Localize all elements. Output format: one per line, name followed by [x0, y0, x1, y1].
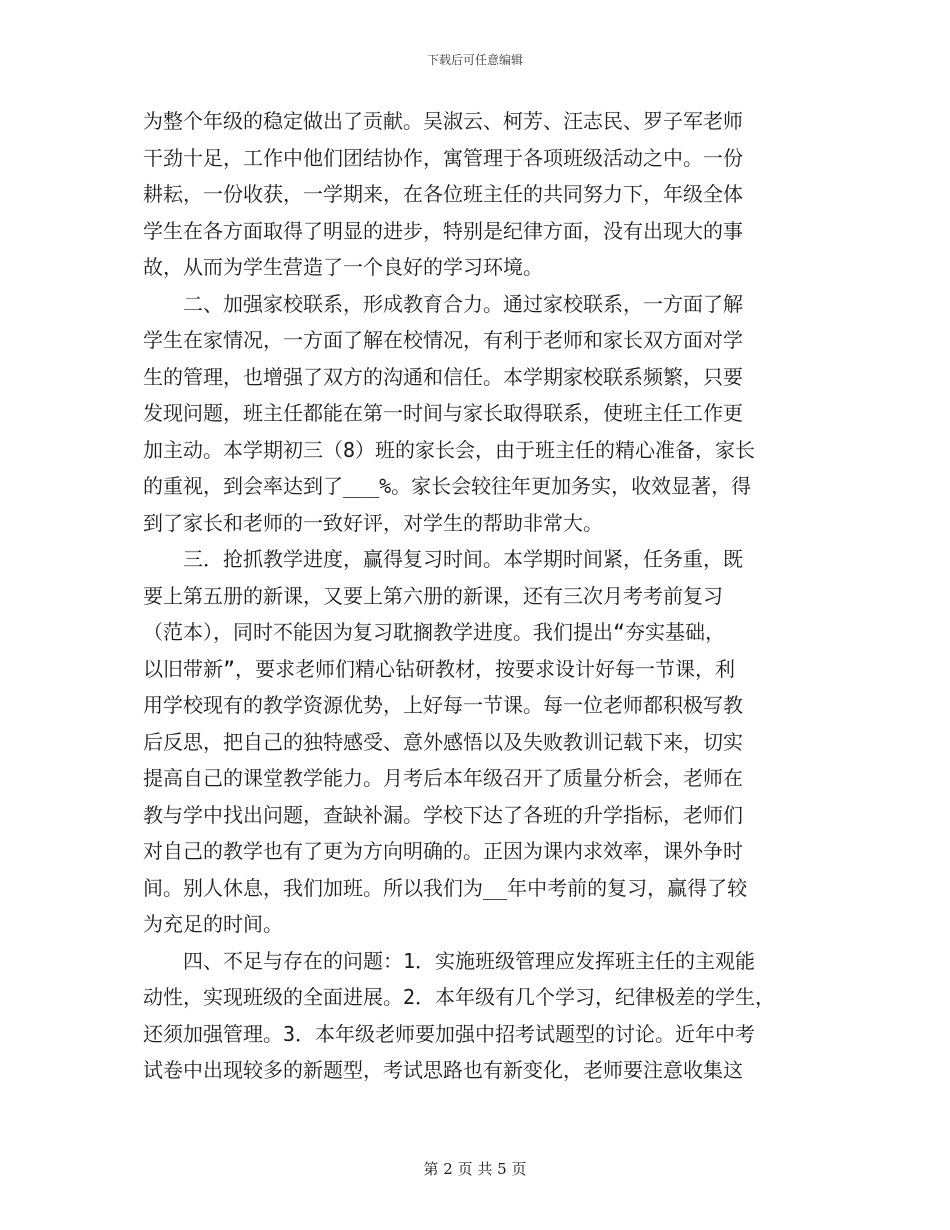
text-line: 学生在各方面取得了明显的进步，特别是纪律方面，没有出现大的事 [143, 218, 743, 243]
text-line: 的重视，到会率达到了___%。家长会较往年更加务实，收效显著，得 [143, 474, 752, 498]
text-line: 学生在家情况，一方面了解在校情况，有利于老师和家长双方面对学 [143, 328, 743, 352]
page-header: 下载后可任意编辑 [426, 53, 523, 67]
body-text [143, 103, 808, 1089]
text-line: 后反思，把自己的独特感受、意外感悟以及失败教训记载下来，切实 [143, 729, 743, 754]
text-line: 故，从而为学生营造了一个良好的学习环境。 [143, 255, 543, 279]
text-line: 教与学中找出问题，查缺补漏。学校下达了各班的升学指标，老师们 [143, 802, 743, 827]
text-line: 还须加强管理。3．本年级老师要加强中招考试题型的讨论。近年中考 [143, 1021, 756, 1046]
text-line: 发现问题，班主任都能在第一时间与家长取得联系，使班主任工作更 [143, 401, 743, 425]
text-line: 要上第五册的新课，又要上第六册的新课，还有三次月考考前复习 [143, 583, 723, 608]
text-line: 生的管理，也增强了双方的沟通和信任。本学期家校联系频繁，只要 [143, 364, 743, 389]
text-line: 加主动。本学期初三（8）班的家长会，由于班主任的精心准备，家长 [143, 437, 756, 462]
text-line: 干劲十足，工作中他们团结协作，寓管理于各项班级活动之中。一份 [143, 145, 743, 170]
text-line: 二、加强家校联系，形成教育合力。通过家校联系，一方面了解 [183, 291, 743, 316]
text-line: 动性，实现班级的全面进展。2．本年级有几个学习，纪律极差的学生， [143, 985, 776, 1009]
text-line: 用学校现有的教学资源优势，上好每一节课。每一位老师都积极写教 [143, 693, 743, 717]
text-line: 到了家长和老师的一致好评，对学生的帮助非常大。 [143, 510, 603, 535]
page-footer: 第 2 页 共 5 页 [423, 1160, 527, 1178]
text-line: 间。别人休息，我们加班。所以我们为__年中考前的复习，赢得了较 [143, 875, 748, 900]
text-line: （范本），同时不能因为复习耽搁教学进度。我们提出“夯实基础， [143, 620, 726, 644]
text-line: 三．抢抓教学进度，赢得复习时间。本学期时间紧，任务重，既 [183, 547, 743, 571]
text-line: 四、不足与存在的问题：1．实施班级管理应发挥班主任的主观能 [183, 948, 756, 973]
text-line: 以旧带新”，要求老师们精心钻研教材，按要求设计好每一节课，利 [143, 656, 736, 681]
text-line: 为整个年级的稳定做出了贡献。吴淑云、柯芳、汪志民、罗子军老师 [143, 109, 743, 133]
text-line: 试卷中出现较多的新题型，考试思路也有新变化，老师要注意收集这 [143, 1058, 743, 1082]
text-line: 为充足的时间。 [143, 912, 283, 936]
text-line: 耕耘，一份收获，一学期来，在各位班主任的共同努力下，年级全体 [143, 182, 743, 206]
text-line: 提高自己的课堂教学能力。月考后本年级召开了质量分析会，老师在 [143, 766, 743, 790]
text-line: 对自己的教学也有了更为方向明确的。正因为课内求效率，课外争时 [143, 839, 743, 863]
